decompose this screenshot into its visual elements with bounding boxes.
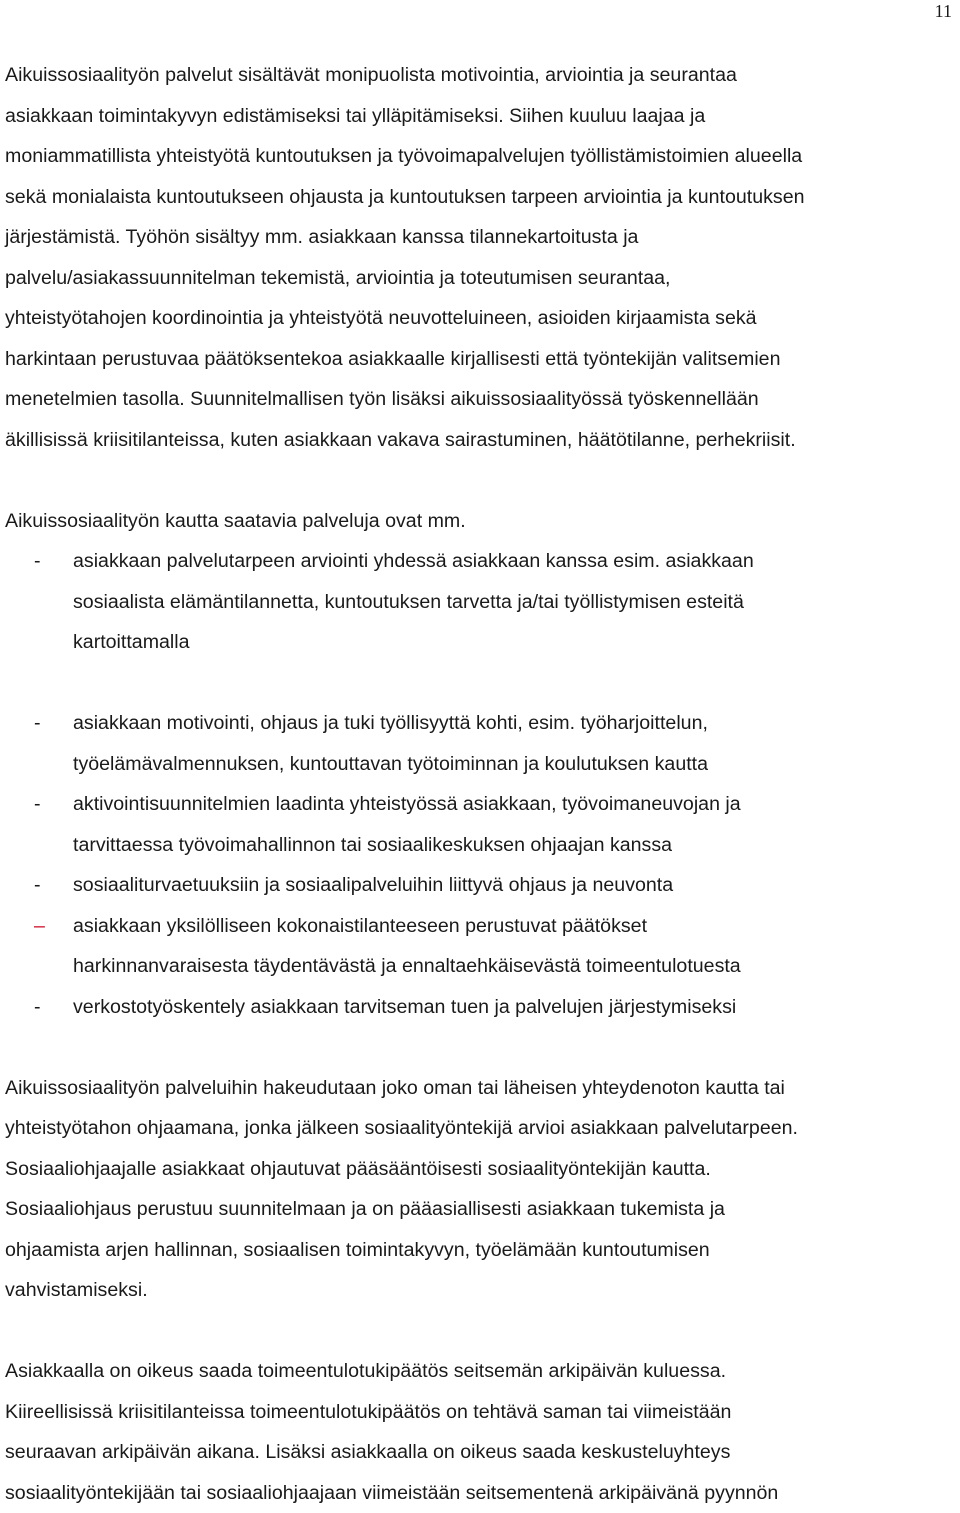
dash-bullet: – bbox=[34, 906, 45, 947]
services-list bbox=[5, 541, 960, 1027]
dash-bullet: - bbox=[34, 865, 41, 906]
list-item bbox=[5, 784, 960, 865]
paragraph-services-description bbox=[5, 55, 960, 460]
paragraph-spacer bbox=[5, 460, 960, 501]
paragraph-spacer bbox=[5, 1027, 960, 1068]
text-line: yhteistyötahojen koordinointia ja yhteistyötä neuvotteluineen, asioiden kirjaamista sekä bbox=[5, 298, 960, 339]
text-line: Asiakkaalla on oikeus saada toimeentulotukipäätös seitsemän arkipäivän kuluessa. bbox=[5, 1351, 960, 1392]
paragraph-access-to-services bbox=[5, 1068, 960, 1311]
text-line: Sosiaaliohjaus perustuu suunnitelmaan ja on pääasiallisesti asiakkaan tukemista ja bbox=[5, 1189, 960, 1230]
text-line: äkillisissä kriisitilanteissa, kuten asiakkaan vakava sairastuminen, häätötilanne, perhekriisit. bbox=[5, 420, 960, 461]
text-line: vahvistamiseksi. bbox=[5, 1270, 960, 1311]
list-item bbox=[5, 541, 960, 663]
text-line: työelämävalmennuksen, kuntouttavan työtoiminnan ja koulutuksen kautta bbox=[73, 744, 960, 785]
text-line: yhteistyötahon ohjaamana, jonka jälkeen sosiaalityöntekijä arvioi asiakkaan palvelutarpeen. bbox=[5, 1108, 960, 1149]
dash-bullet: - bbox=[34, 784, 41, 825]
paragraph-decision-timelines bbox=[5, 1351, 960, 1513]
dash-bullet: - bbox=[34, 703, 41, 744]
text-line: asiakkaan yksilölliseen kokonaistilanteeseen perustuvat päätökset bbox=[73, 906, 960, 947]
text-line: aktivointisuunnitelmien laadinta yhteistyössä asiakkaan, työvoimaneuvojan ja bbox=[73, 784, 960, 825]
text-line: moniammatillista yhteistyötä kuntoutuksen ja työvoimapalvelujen työllistämistoimien alueella bbox=[5, 136, 960, 177]
page-number: 11 bbox=[935, 0, 952, 24]
text-line: harkinnanvaraisesta täydentävästä ja ennaltaehkäisevästä toimeentulotuesta bbox=[73, 946, 960, 987]
dash-bullet: - bbox=[34, 541, 41, 582]
list-spacer bbox=[5, 663, 960, 704]
text-line: sosiaaliturvaetuuksiin ja sosiaalipalveluihin liittyvä ohjaus ja neuvonta bbox=[73, 865, 960, 906]
text-line: sosiaalista elämäntilannetta, kuntoutuksen tarvetta ja/tai työllistymisen esteitä bbox=[73, 582, 960, 623]
list-item bbox=[5, 987, 960, 1028]
text-line: tarvittaessa työvoimahallinnon tai sosiaalikeskuksen ohjaajan kanssa bbox=[73, 825, 960, 866]
text-line: järjestämistä. Työhön sisältyy mm. asiakkaan kanssa tilannekartoitusta ja bbox=[5, 217, 960, 258]
text-line: Aikuissosiaalityön kautta saatavia palveluja ovat mm. bbox=[5, 501, 960, 542]
text-line: asiakkaan motivointi, ohjaus ja tuki työllisyyttä kohti, esim. työharjoittelun, bbox=[73, 703, 960, 744]
text-line: seuraavan arkipäivän aikana. Lisäksi asiakkaalla on oikeus saada keskusteluyhteys bbox=[5, 1432, 960, 1473]
list-item bbox=[5, 703, 960, 784]
services-intro bbox=[5, 501, 960, 542]
list-item bbox=[5, 865, 960, 906]
text-line: sekä monialaista kuntoutukseen ohjausta ja kuntoutuksen tarpeen arviointia ja kuntoutuksen bbox=[5, 177, 960, 218]
text-line: ohjaamista arjen hallinnan, sosiaalisen toimintakyvyn, työelämään kuntoutumisen bbox=[5, 1230, 960, 1271]
list-item bbox=[5, 906, 960, 987]
text-line: harkintaan perustuvaa päätöksentekoa asiakkaalle kirjallisesti että työntekijän valitsemien bbox=[5, 339, 960, 380]
text-line: Aikuissosiaalityön palveluihin hakeudutaan joko oman tai läheisen yhteydenoton kautta tai bbox=[5, 1068, 960, 1109]
dash-bullet: - bbox=[34, 987, 41, 1028]
text-line: menetelmien tasolla. Suunnitelmallisen työn lisäksi aikuissosiaalityössä työskennellään bbox=[5, 379, 960, 420]
text-line: Aikuissosiaalityön palvelut sisältävät monipuolista motivointia, arviointia ja seurantaa bbox=[5, 55, 960, 96]
paragraph-spacer bbox=[5, 1311, 960, 1352]
text-line: verkostotyöskentely asiakkaan tarvitseman tuen ja palvelujen järjestymiseksi bbox=[73, 987, 960, 1028]
text-line: asiakkaan palvelutarpeen arviointi yhdessä asiakkaan kanssa esim. asiakkaan bbox=[73, 541, 960, 582]
text-line: Kiireellisissä kriisitilanteissa toimeentulotukipäätös on tehtävä saman tai viimeistään bbox=[5, 1392, 960, 1433]
text-line: asiakkaan toimintakyvyn edistämiseksi tai ylläpitämiseksi. Siihen kuuluu laajaa ja bbox=[5, 96, 960, 137]
document-body bbox=[5, 55, 960, 1513]
text-line: palvelu/asiakassuunnitelman tekemistä, arviointia ja toteutumisen seurantaa, bbox=[5, 258, 960, 299]
text-line: sosiaalityöntekijään tai sosiaaliohjaajaan viimeistään seitsementenä arkipäivänä pyynnön bbox=[5, 1473, 960, 1513]
text-line: Sosiaaliohjaajalle asiakkaat ohjautuvat pääsääntöisesti sosiaalityöntekijän kautta. bbox=[5, 1149, 960, 1190]
text-line: kartoittamalla bbox=[73, 622, 960, 663]
